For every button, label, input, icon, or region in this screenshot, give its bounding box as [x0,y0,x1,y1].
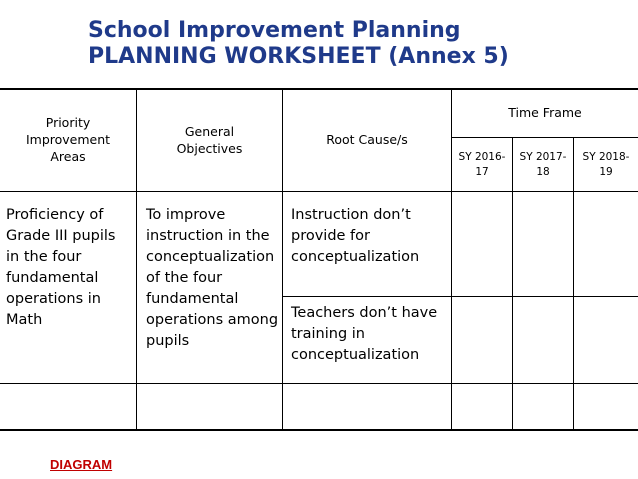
header-sy-2016-17 [452,138,512,191]
header-priority-areas [0,88,136,191]
cell-root-cause-1: Instruction don’t provide for conceptualization [291,207,420,265]
header-bottom-border [0,191,638,192]
header-general-objectives [137,88,282,191]
header-root-causes [283,88,451,191]
header-priority-label: Priority Improvement Areas [25,115,111,164]
header-sy-2017-18 [513,138,573,191]
header-objectives-label: General Objectives [176,123,243,156]
table-bottom-border [0,429,638,431]
header-root-cause-label: Root Cause/s [326,132,408,147]
cell-general-objective: To improve instruction in the conceptualization of the four fundamental operations among pupils [146,207,279,349]
diagram-link[interactable]: DIAGRAM [50,457,113,472]
cell-root-cause-2: Teachers don’t have training in conceptualization [291,305,438,363]
page-title [88,18,509,70]
planning-worksheet-table [0,88,638,431]
header-time-frame-label: Time Frame [508,105,582,120]
header-year-label: SY 2017-18 [519,150,567,178]
header-sy-2018-19 [574,138,638,191]
title-line-1: School Improvement Planning [88,18,461,43]
cause-divider [282,296,638,297]
cell-priority-area: Proficiency of Grade III pupils in the four fundamental operations in Math [6,207,116,328]
header-time-frame [452,88,638,137]
title-line-2: PLANNING WORKSHEET (Annex 5) [88,44,509,69]
header-year-label: SY 2018-19 [582,150,630,178]
header-year-label: SY 2016-17 [458,150,506,178]
row-divider [0,383,638,384]
